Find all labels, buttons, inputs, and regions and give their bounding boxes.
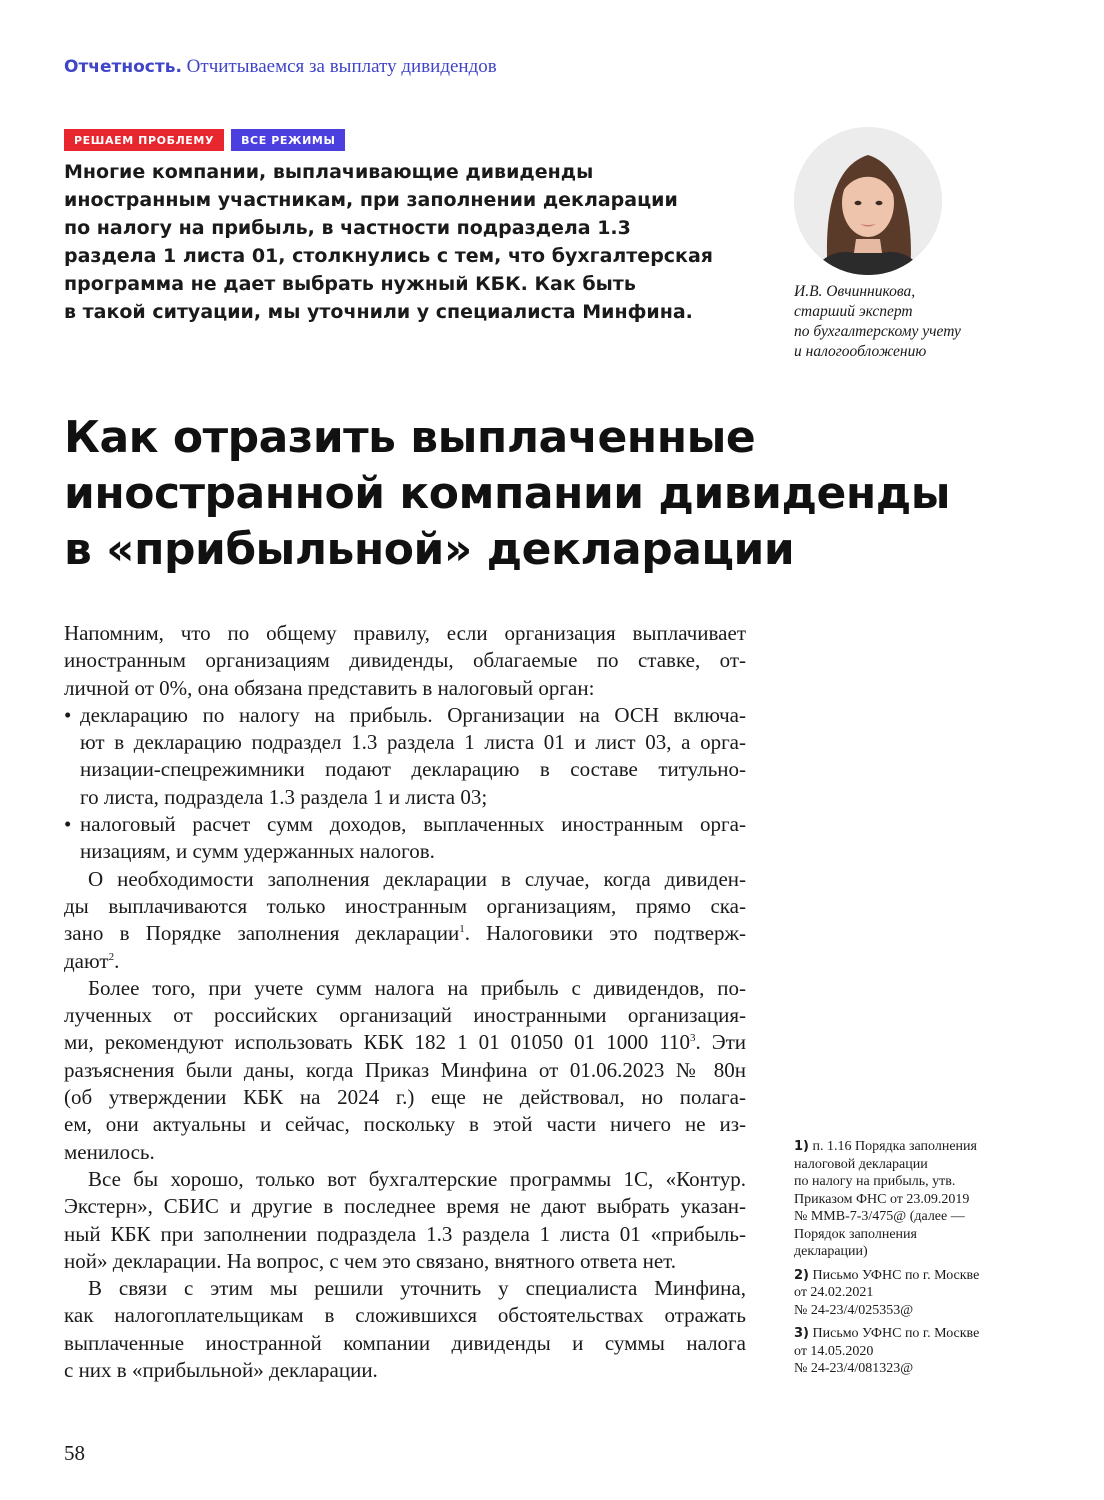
bullet-item: [64, 811, 746, 866]
footnote-line: [794, 1325, 1024, 1343]
footnote-number: 3): [794, 1326, 809, 1341]
body-line: менилось.: [64, 1139, 155, 1164]
bullet-item: [64, 702, 746, 811]
body-line: О необходимости заполнения декларации в случае, когда дивиден-: [88, 866, 746, 891]
footnote-line: налоговой декларации: [794, 1156, 928, 1172]
footnote-text: Письмо УФНС по г. Москве: [812, 1326, 980, 1341]
lead-line: раздела 1 листа 01, столкнулись с тем, что бухгалтерская: [64, 245, 713, 267]
footnote-line: № 24-23/4/081323@: [794, 1361, 914, 1376]
footnote-line: № 24-23/4/025353@: [794, 1302, 914, 1318]
author-photo: [794, 127, 942, 275]
footnote-line: [794, 1267, 1024, 1285]
footnote-ref-1[interactable]: 1: [459, 923, 465, 936]
running-header: [64, 56, 497, 78]
lead-line: иностранным участникам, при заполнении декларации: [64, 189, 678, 211]
footnote-line: [794, 1138, 1024, 1156]
lead-line: по налогу на прибыль, в частности подраздела 1.3: [64, 217, 631, 239]
footnote-text: Письмо УФНС по г. Москве: [812, 1267, 980, 1283]
article-body: [64, 620, 746, 1384]
body-line: декларацию по налогу на прибыль. Организации на ОСН включа-: [80, 702, 746, 727]
title-line: иностранной компании дивиденды: [64, 468, 951, 519]
author-caption: [794, 282, 961, 362]
lead-line: Многие компании, выплачивающие дивиденды: [64, 161, 594, 183]
tag-row: [64, 129, 345, 151]
lead-line: в такой ситуации, мы уточнили у специалиста Минфина.: [64, 301, 693, 323]
body-line: ды выплачиваются только иностранным организациям, прямо ска-: [64, 893, 746, 918]
body-line: [64, 1029, 746, 1056]
footnote-line: по налогу на прибыль, утв.: [794, 1174, 956, 1189]
portrait-illustration: [794, 127, 942, 275]
footnote-3: [794, 1325, 1024, 1378]
body-text: ми, рекомендуют использовать КБК 182 1 01 01050 01 1000 110: [64, 1030, 690, 1055]
rubric-subtitle: Отчитываемся за выплату дивидендов: [186, 56, 497, 77]
footnotes: [794, 1138, 1024, 1384]
body-line: ем, они актуальны и сейчас, поскольку в этой части ничего не из-: [64, 1112, 746, 1137]
body-line: как налогоплательщикам в сложившихся обстоятельствах отражать: [64, 1303, 746, 1328]
author-name: И.В. Овчинникова,: [794, 283, 916, 300]
body-line: ной» декларации. На вопрос, с чем это связано, внятного ответа нет.: [64, 1248, 676, 1273]
body-line: Все бы хорошо, только вот бухгалтерские программы 1С, «Контур.: [88, 1166, 746, 1191]
bullet-icon: •: [64, 702, 72, 727]
footnote-number: 2): [794, 1267, 809, 1283]
body-line: ный КБК при заполнении подраздела 1.3 раздела 1 листа 01 «прибыль-: [64, 1221, 746, 1246]
body-line: иностранным организациям дивиденды, облагаемые по ставке, от-: [64, 648, 746, 673]
footnote-line: № ММВ-7-3/475@ (далее —: [794, 1209, 965, 1224]
body-line: [64, 948, 746, 975]
footnote-line: от 24.02.2021: [794, 1285, 874, 1300]
body-text: .: [114, 948, 120, 973]
bullet-icon: •: [64, 812, 72, 837]
body-line: В связи с этим мы решили уточнить у специалиста Минфина,: [88, 1276, 746, 1301]
lead-line: программа не дает выбрать нужный КБК. Как быть: [64, 273, 636, 295]
footnote-ref-3[interactable]: 3: [689, 1032, 696, 1045]
tag-all-regimes: ВСЕ РЕЖИМЫ: [231, 129, 345, 151]
title-line: Как отразить выплаченные: [64, 412, 756, 463]
body-line: Экстерн», СБИС и другие в последнее время не дают выбрать указан-: [64, 1194, 746, 1219]
body-text: . Налоговики это подтверж-: [464, 921, 746, 946]
body-line: личной от 0%, она обязана представить в налоговый орган:: [64, 675, 595, 700]
author-position: и налогообложению: [794, 343, 927, 360]
page-number: 58: [64, 1441, 85, 1465]
body-line: лученных от российских организаций иностранными организация-: [64, 1003, 746, 1028]
rubric-label: Отчетность.: [64, 57, 182, 77]
body-text: дают: [64, 948, 109, 973]
body-line: выплаченные иностранной компании дивиденды и суммы налога: [64, 1330, 746, 1355]
footnote-line: от 14.05.2020: [794, 1343, 874, 1359]
footnote-2: [794, 1267, 1024, 1320]
body-text: . Эти: [695, 1030, 747, 1055]
body-line: разъяснения были даны, когда Приказ Минфина от 01.06.2023 № 80н: [64, 1057, 746, 1082]
footnote-number: 1): [794, 1139, 809, 1154]
author-position: по бухгалтерскому учету: [794, 323, 961, 340]
tag-solving-problem: РЕШАЕМ ПРОБЛЕМУ: [64, 129, 224, 151]
title-line: в «прибыльной» декларации: [64, 524, 795, 575]
body-line: Напомним, что по общему правилу, если организация выплачивает: [64, 621, 746, 645]
footnote-line: Приказом ФНС от 23.09.2019: [794, 1191, 970, 1207]
body-line: ют в декларацию подраздел 1.3 раздела 1 листа 01 и лист 03, а орга-: [80, 730, 746, 755]
author-position: старший эксперт: [794, 303, 913, 320]
footnote-line: декларации): [794, 1244, 868, 1259]
body-line: низациям, и сумм удержанных налогов.: [80, 839, 435, 864]
body-line: (об утверждении КБК на 2024 г.) еще не действовал, но полага-: [64, 1085, 746, 1110]
body-line: [64, 920, 746, 947]
footnote-text: п. 1.16 Порядка заполнения: [812, 1139, 977, 1154]
body-line: с них в «прибыльной» декларации.: [64, 1358, 378, 1383]
body-line: Более того, при учете сумм налога на прибыль с дивидендов, по-: [88, 975, 746, 1000]
lead-paragraph: [64, 158, 754, 326]
footnote-1: [794, 1138, 1024, 1261]
footnote-line: Порядок заполнения: [794, 1226, 917, 1242]
footnote-ref-2[interactable]: 2: [108, 950, 115, 963]
body-text: зано в Порядке заполнения декларации: [64, 921, 460, 946]
body-line: налоговый расчет сумм доходов, выплаченных иностранным орга-: [80, 812, 746, 837]
article-title: [64, 410, 1064, 578]
body-line: низации-спецрежимники подают декларацию в составе титульно-: [80, 757, 746, 782]
body-line: го листа, подраздела 1.3 раздела 1 и листа 03;: [80, 784, 488, 809]
